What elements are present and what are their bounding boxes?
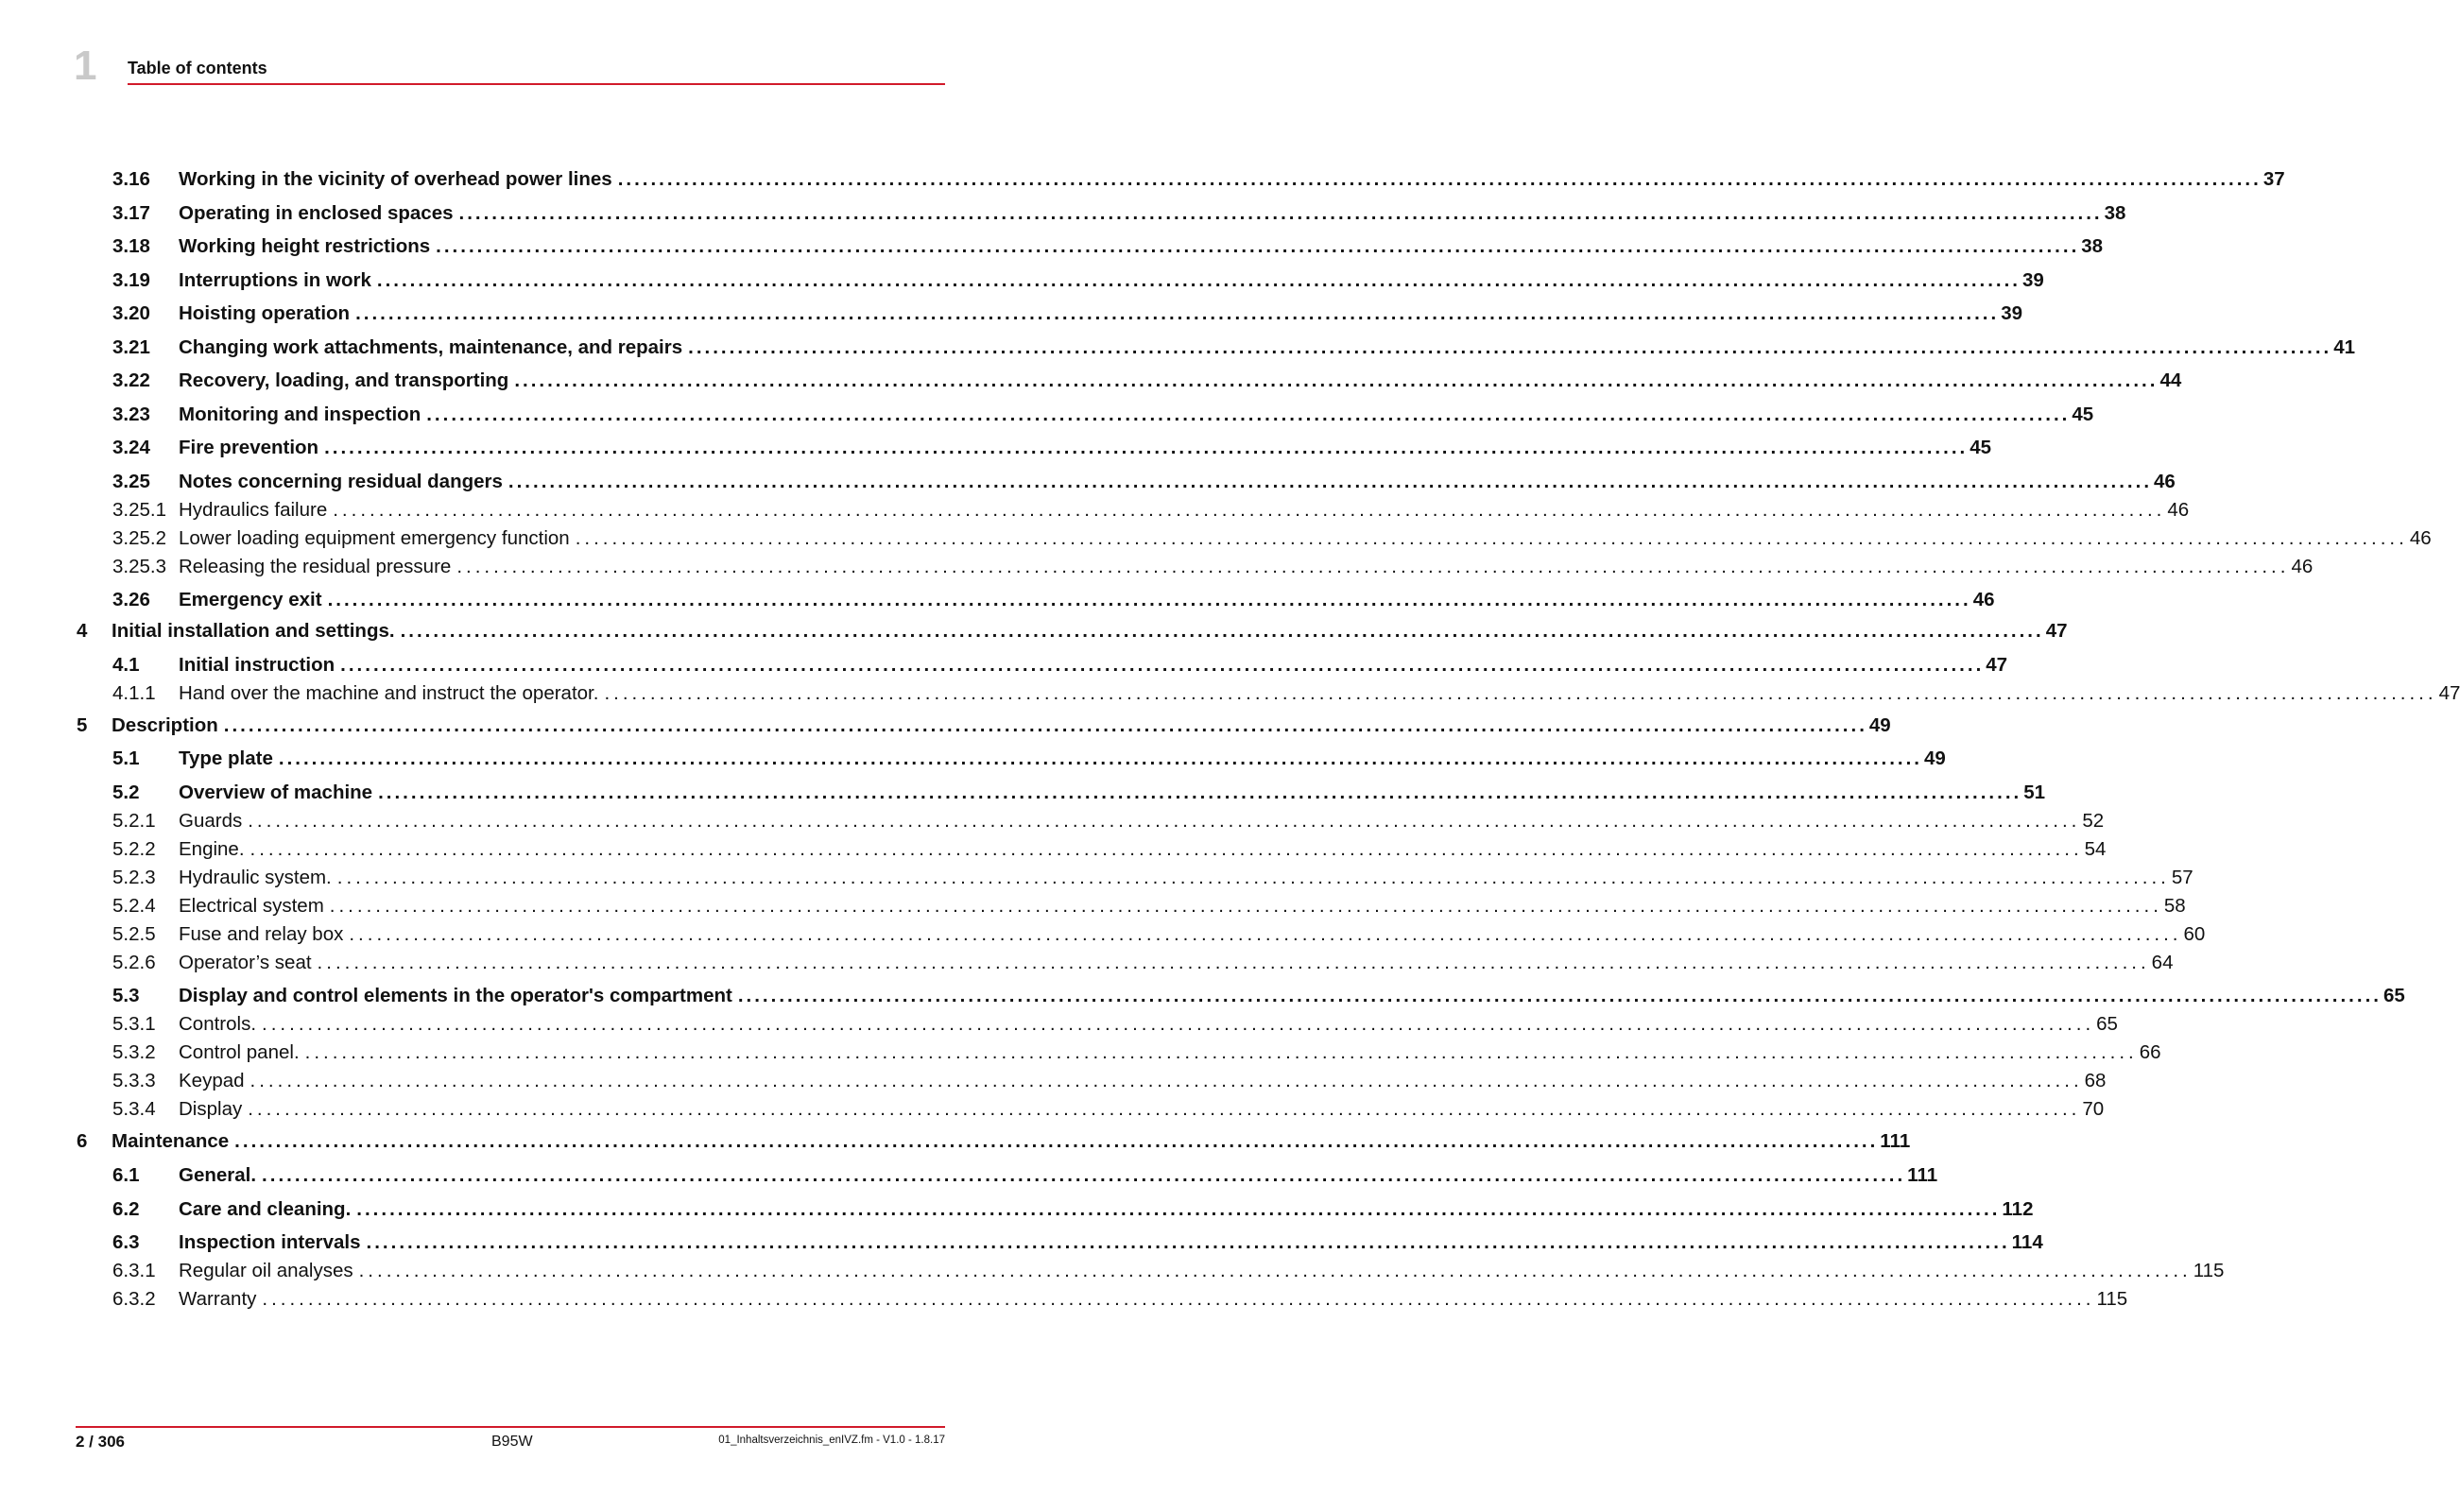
toc-entry[interactable] [0, 1070, 2107, 1093]
dot-leader: ........................................................................................................................................................................................................ [333, 499, 2166, 521]
dot-leader: ........................................................................................................................................................................................................ [366, 1231, 2010, 1253]
toc-entry-number: 3.18 [112, 235, 150, 257]
toc-entry-page: 54 [2084, 838, 2107, 860]
dot-leader: ........................................................................................................................................................................................................ [317, 952, 2150, 973]
toc-entry[interactable] [0, 654, 2008, 678]
dot-leader: ........................................................................................................................................................................................................ [507, 471, 2153, 492]
toc-entry[interactable] [0, 437, 1992, 460]
toc-entry-number: 5.2.6 [112, 952, 156, 973]
toc-entry-title: Inspection intervals [179, 1231, 361, 1253]
toc-entry-page: 47 [2045, 620, 2068, 642]
toc-entry-title: General. [179, 1164, 257, 1186]
toc-entry-page: 60 [2183, 923, 2206, 945]
dot-leader: ........................................................................................................................................................................................................ [223, 714, 1867, 736]
page-number: 2 / 306 [76, 1433, 125, 1451]
toc-entry-title: Control panel. [179, 1041, 300, 1063]
toc-entry[interactable] [0, 1231, 2043, 1255]
toc-entry-title: Notes concerning residual dangers [179, 471, 503, 492]
toc-entry-number: 3.21 [112, 336, 150, 358]
toc-entry-title: Working height restrictions [179, 235, 431, 257]
toc-entry-number: 3.26 [112, 589, 150, 610]
toc-entry-number: 5.3.4 [112, 1098, 156, 1120]
toc-entry-page: 58 [2163, 895, 2186, 917]
toc-entry[interactable] [0, 269, 2044, 293]
toc-entry-title: Regular oil analyses [179, 1260, 353, 1281]
dot-leader: ........................................................................................................................................................................................................ [356, 1198, 2001, 1220]
toc-entry[interactable] [0, 1130, 1911, 1154]
toc-entry-title: Warranty [179, 1288, 257, 1310]
toc-entry-number: 5.1 [112, 747, 140, 769]
toc-entry-title: Guards [179, 810, 243, 832]
toc-entry-page: 57 [2171, 867, 2193, 888]
toc-entry-page: 115 [2193, 1260, 2225, 1281]
dot-leader: ........................................................................................................................................................................................................ [234, 1130, 1879, 1152]
toc-entry-title: Fuse and relay box [179, 923, 344, 945]
dot-leader: ........................................................................................................................................................................................................ [329, 895, 2162, 917]
toc-entry-title: Display and control elements in the operator's compartment [179, 985, 732, 1006]
toc-entry[interactable] [0, 867, 2193, 890]
toc-entry-number: 3.25 [112, 471, 150, 492]
toc-entry-title: Operator’s seat [179, 952, 312, 973]
chapter-number: 1 [74, 43, 97, 89]
toc-entry-page: 66 [2139, 1041, 2161, 1063]
dot-leader: ........................................................................................................................................................................................................ [358, 1260, 2192, 1281]
toc-entry-title: Fire prevention [179, 437, 319, 458]
dot-leader: ........................................................................................................................................................................................................ [336, 867, 2170, 888]
toc-entry-page: 44 [2159, 369, 2182, 391]
toc-entry-title: Hand over the machine and instruct the operator. [179, 682, 599, 704]
toc-entry[interactable] [0, 782, 2046, 805]
toc-entry-title: Releasing the residual pressure [179, 556, 452, 577]
toc-entry[interactable] [0, 620, 2068, 644]
toc-entry-number: 6.2 [112, 1198, 140, 1220]
dot-leader: ........................................................................................................................................................................................................ [248, 810, 2081, 832]
toc-entry-page: 45 [2072, 404, 2094, 425]
toc-entry[interactable] [0, 202, 2126, 226]
toc-entry[interactable] [0, 302, 2023, 326]
dot-leader: ........................................................................................................................................................................................................ [617, 168, 2262, 190]
toc-entry-page: 70 [2082, 1098, 2105, 1120]
toc-entry-number: 6.3 [112, 1231, 140, 1253]
toc-entry-title: Electrical system [179, 895, 324, 917]
toc-entry-number: 3.25.2 [112, 527, 166, 549]
toc-entry-page: 47 [2438, 682, 2460, 704]
toc-entry[interactable] [0, 235, 2104, 259]
toc-entry-number: 3.17 [112, 202, 150, 224]
toc-entry-number: 5.3.3 [112, 1070, 156, 1091]
toc-entry-page: 52 [2082, 810, 2105, 832]
toc-entry-title: Lower loading equipment emergency function [179, 527, 570, 549]
toc-entry[interactable] [0, 952, 2174, 975]
toc-entry-page: 51 [2023, 782, 2046, 803]
toc-entry[interactable] [0, 838, 2107, 862]
toc-entry-number: 5.2.1 [112, 810, 156, 832]
dot-leader: ........................................................................................................................................................................................................ [378, 782, 2022, 803]
dot-leader: ........................................................................................................................................................................................................ [262, 1013, 2095, 1035]
dot-leader: ........................................................................................................................................................................................................ [400, 620, 2044, 642]
toc-entry-number: 5 [77, 714, 88, 736]
toc-entry-page: 38 [2081, 235, 2104, 257]
toc-entry-page: 39 [2022, 269, 2044, 291]
toc-entry-page: 41 [2333, 336, 2356, 358]
toc-entry[interactable] [0, 556, 2314, 579]
toc-entry-page: 112 [2002, 1198, 2034, 1220]
toc-entry-title: Changing work attachments, maintenance, and repairs [179, 336, 683, 358]
toc-entry-title: Overview of machine [179, 782, 373, 803]
toc-entry[interactable] [0, 1198, 2034, 1222]
toc-entry-number: 5.2 [112, 782, 140, 803]
toc-entry-page: 46 [2409, 527, 2432, 549]
dot-leader: ........................................................................................................................................................................................................ [737, 985, 2382, 1006]
toc-entry-number: 4.1.1 [112, 682, 156, 704]
toc-entry-page: 47 [1986, 654, 2008, 676]
dot-leader: ........................................................................................................................................................................................................ [436, 235, 2080, 257]
toc-entry-number: 6.3.1 [112, 1260, 156, 1281]
toc-entry-number: 6 [77, 1130, 88, 1152]
dot-leader: ........................................................................................................................................................................................................ [248, 1098, 2081, 1120]
toc-entry-page: 45 [1970, 437, 1992, 458]
toc-entry[interactable] [0, 1260, 2225, 1283]
page-title: Table of contents [128, 59, 267, 77]
dot-leader: ........................................................................................................................................................................................................ [688, 336, 2332, 358]
toc-entry-page: 46 [2167, 499, 2190, 521]
toc-entry-page: 65 [2383, 985, 2405, 1006]
toc-entry-page: 37 [2262, 168, 2285, 190]
toc-entry-title: Display [179, 1098, 243, 1120]
toc-entry-number: 3.19 [112, 269, 150, 291]
dot-leader: ........................................................................................................................................................................................................ [340, 654, 1985, 676]
toc-entry-title: Description [112, 714, 218, 736]
dot-leader: ........................................................................................................................................................................................................ [324, 437, 1969, 458]
toc-entry-title: Initial installation and settings. [112, 620, 395, 642]
toc-entry[interactable] [0, 589, 1995, 612]
toc-entry-title: Initial instruction [179, 654, 335, 676]
toc-entry[interactable] [0, 168, 2285, 192]
file-info: 01_Inhaltsverzeichnis_enIVZ.fm - V1.0 - 1.8.17 [718, 1435, 945, 1446]
toc-entry-page: 46 [1972, 589, 1995, 610]
toc-entry-title: Recovery, loading, and transporting [179, 369, 509, 391]
toc-entry-number: 3.25.1 [112, 499, 166, 521]
toc-entry-number: 5.2.4 [112, 895, 156, 917]
toc-entry-page: 49 [1924, 747, 1946, 769]
toc-entry-title: Operating in enclosed spaces [179, 202, 454, 224]
toc-entry[interactable] [0, 985, 2405, 1008]
dot-leader: ........................................................................................................................................................................................................ [262, 1288, 2095, 1310]
dot-leader: ........................................................................................................................................................................................................ [304, 1041, 2138, 1063]
dot-leader: ........................................................................................................................................................................................................ [262, 1164, 1906, 1186]
toc-entry-title: Care and cleaning. [179, 1198, 352, 1220]
toc-entry-number: 5.2.5 [112, 923, 156, 945]
dot-leader: ........................................................................................................................................................................................................ [249, 838, 2083, 860]
toc-entry-number: 6.3.2 [112, 1288, 156, 1310]
toc-entry-page: 68 [2084, 1070, 2107, 1091]
toc-entry[interactable] [0, 895, 2186, 919]
toc-entry-number: 3.23 [112, 404, 150, 425]
toc-entry[interactable] [0, 404, 2094, 427]
dot-leader: ........................................................................................................................................................................................................ [514, 369, 2159, 391]
toc-entry-page: 46 [2154, 471, 2176, 492]
toc-entry[interactable] [0, 527, 2432, 551]
toc-entry-number: 4 [77, 620, 88, 642]
toc-entry[interactable] [0, 1288, 2128, 1312]
toc-entry-number: 5.2.2 [112, 838, 156, 860]
toc-entry[interactable] [0, 1164, 1938, 1188]
toc-entry-title: Monitoring and inspection [179, 404, 421, 425]
toc-entry-page: 39 [2001, 302, 2023, 324]
toc-entry-number: 3.22 [112, 369, 150, 391]
dot-leader: ........................................................................................................................................................................................................ [575, 527, 2408, 549]
dot-leader: ........................................................................................................................................................................................................ [278, 747, 1922, 769]
toc-entry-page: 115 [2096, 1288, 2128, 1310]
toc-entry[interactable] [0, 810, 2105, 833]
toc-entry[interactable] [0, 714, 1891, 738]
toc-entry-page: 65 [2096, 1013, 2118, 1035]
dot-leader: ........................................................................................................................................................................................................ [458, 202, 2103, 224]
toc-entry-number: 5.3.1 [112, 1013, 156, 1035]
toc-entry-number: 5.3.2 [112, 1041, 156, 1063]
toc-entry[interactable] [0, 1098, 2105, 1122]
toc-entry-number: 5.2.3 [112, 867, 156, 888]
toc-entry[interactable] [0, 747, 1946, 771]
toc-entry-page: 111 [1907, 1164, 1938, 1186]
document-name: B95W [491, 1434, 533, 1450]
dot-leader: ........................................................................................................................................................................................................ [376, 269, 2021, 291]
toc-entry-title: Working in the vicinity of overhead power lines [179, 168, 612, 190]
toc-entry-number: 5.3 [112, 985, 140, 1006]
toc-entry-page: 64 [2151, 952, 2174, 973]
toc-entry-title: Keypad [179, 1070, 245, 1091]
toc-entry-title: Maintenance [112, 1130, 230, 1152]
toc-entry-number: 6.1 [112, 1164, 140, 1186]
toc-entry-number: 3.24 [112, 437, 150, 458]
toc-entry[interactable] [0, 682, 2460, 706]
toc-entry-number: 3.25.3 [112, 556, 166, 577]
toc-entry[interactable] [0, 1041, 2161, 1065]
toc-entry-number: 4.1 [112, 654, 140, 676]
dot-leader: ........................................................................................................................................................................................................ [327, 589, 1971, 610]
toc-entry-number: 3.16 [112, 168, 150, 190]
toc-entry-title: Type plate [179, 747, 273, 769]
toc-entry[interactable] [0, 369, 2182, 393]
toc-entry-title: Interruptions in work [179, 269, 371, 291]
toc-entry-title: Controls. [179, 1013, 257, 1035]
toc-entry-page: 49 [1868, 714, 1891, 736]
toc-entry-page: 114 [2011, 1231, 2043, 1253]
toc-entry[interactable] [0, 336, 2356, 360]
footer-divider [76, 1426, 945, 1428]
dot-leader: ........................................................................................................................................................................................................ [426, 404, 2071, 425]
dot-leader: ........................................................................................................................................................................................................ [249, 1070, 2083, 1091]
toc-entry-title: Hydraulics failure [179, 499, 328, 521]
toc-entry-title: Hoisting operation [179, 302, 351, 324]
toc-entry[interactable] [0, 499, 2190, 523]
toc-entry[interactable] [0, 923, 2206, 947]
dot-leader: ........................................................................................................................................................................................................ [456, 556, 2290, 577]
dot-leader: ........................................................................................................................................................................................................ [349, 923, 2182, 945]
toc-entry-number: 3.20 [112, 302, 150, 324]
toc-entry-page: 46 [2291, 556, 2314, 577]
toc-entry-page: 38 [2104, 202, 2126, 224]
toc-entry-title: Hydraulic system. [179, 867, 332, 888]
toc-entry-title: Emergency exit [179, 589, 322, 610]
toc-entry-page: 111 [1880, 1130, 1911, 1152]
toc-entry[interactable] [0, 471, 2176, 494]
toc-entry[interactable] [0, 1013, 2118, 1037]
toc-entry-title: Engine. [179, 838, 245, 860]
dot-leader: ........................................................................................................................................................................................................ [604, 682, 2437, 704]
dot-leader: ........................................................................................................................................................................................................ [355, 302, 2000, 324]
